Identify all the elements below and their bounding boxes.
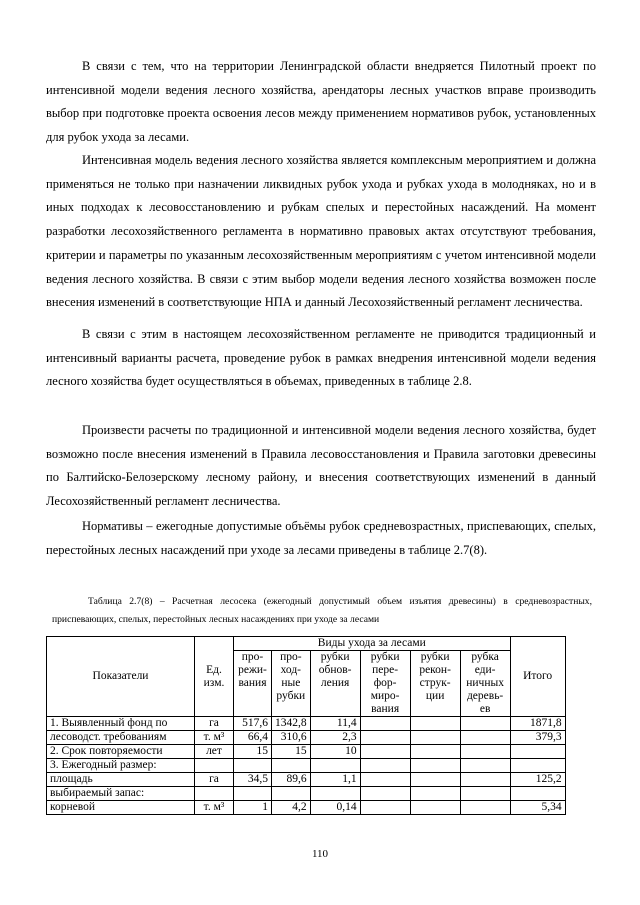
header-reconstruction-cuttings: рубки рекон-струк-ции bbox=[410, 651, 460, 717]
paragraph-calculation-variants: В связи с этим в настоящем лесохозяйственном регламенте не приводится традиционный и интенсивный варианты расчета, проведение рубок в рамках внедрения интенсивной модели ведения лесного хозяйства будет осуществляться в объемах, приведенных в таблице 2.8. bbox=[46, 327, 596, 389]
table-row: лесоводст. требованиям т. м³ 66,4 310,6 2,3 379,3 bbox=[47, 731, 566, 745]
paragraph-intensive-model: Интенсивная модель ведения лесного хозяйства является комплексным мероприятием и должна применяться не только при назначении ликвидных рубок ухода и рубках ухода в молодняках, но и в иных подходах к лесовосстановлению и рубкам спелых и перестойных насаждений. На момент разработки лесохозяйственного регламента в нормативно правовых актах отсутствуют требования, критерии и параметры по указанным лесохозяйственным мероприятиям с учетом интенсивной модели ведения лесного хозяйства. В связи с этим выбор модели ведения лесного хозяйства возможен после внесения изменений в соответствующие НПА и данный Лесохозяйственный регламент лесничества. bbox=[46, 153, 596, 310]
header-single-tree-cutting: рубка еди-ничных деревь-ев bbox=[460, 651, 510, 717]
paragraph-pilot-project: В связи с тем, что на территории Ленинградской области внедряется Пилотный проект по интенсивной модели ведения лесного хозяйства, арендаторы лесных участков вправе производить выбор при подготовке проекта освоения лесов между применением нормативов рубок, установленных для рубок ухода за лесами. bbox=[46, 59, 596, 145]
paragraph-calculations: Произвести расчеты по традиционной и интенсивной модели ведения лесного хозяйства, будет возможно после внесения изменений в Правила лесовосстановления и Правила заготовки древесины по Балтийско-Белозерскому лесному району, и внесения соответствующих изменений в данный Лесохозяйственный регламент лесничества. bbox=[46, 423, 596, 509]
header-passage-cuttings: про-ход-ные рубки bbox=[272, 651, 311, 717]
table-row: 1. Выявленный фонд по га 517,6 1342,8 11,4 1871,8 bbox=[47, 717, 566, 731]
header-reformation-cuttings: рубки пере-фор-миро-вания bbox=[360, 651, 410, 717]
paragraph-norms: Нормативы – ежегодные допустимые объёмы рубок средневозрастных, приспевающих, спелых, перестойных лесных насаждений при уходе за лесами приведены в таблице 2.7(8). bbox=[46, 519, 596, 557]
table-row: выбираемый запас: bbox=[47, 787, 566, 801]
header-total: Итого bbox=[510, 637, 565, 717]
logging-quota-table bbox=[46, 636, 566, 815]
table-caption: Таблица 2.7(8) – Расчетная лесосека (ежегодный допустимый объем изъятия древесины) в средневозрастных, приспевающих, спелых, перестойных лесных насаждениях при уходе за лесами bbox=[52, 596, 592, 625]
table-row: площадь га 34,5 89,6 1,1 125,2 bbox=[47, 773, 566, 787]
table-row: 2. Срок повторяемости лет 15 15 10 bbox=[47, 745, 566, 759]
page-number: 110 bbox=[311, 848, 329, 860]
header-care-types: Виды ухода за лесами bbox=[234, 637, 511, 651]
table-row: 3. Ежегодный размер: bbox=[47, 759, 566, 773]
header-unit: Ед. изм. bbox=[195, 637, 234, 717]
header-indicators: Показатели bbox=[47, 637, 195, 717]
table-row: корневой т. м³ 1 4,2 0,14 5,34 bbox=[47, 801, 566, 815]
header-thinning: про-режи-вания bbox=[234, 651, 272, 717]
header-renewal-cuttings: рубки обнов-ления bbox=[310, 651, 360, 717]
